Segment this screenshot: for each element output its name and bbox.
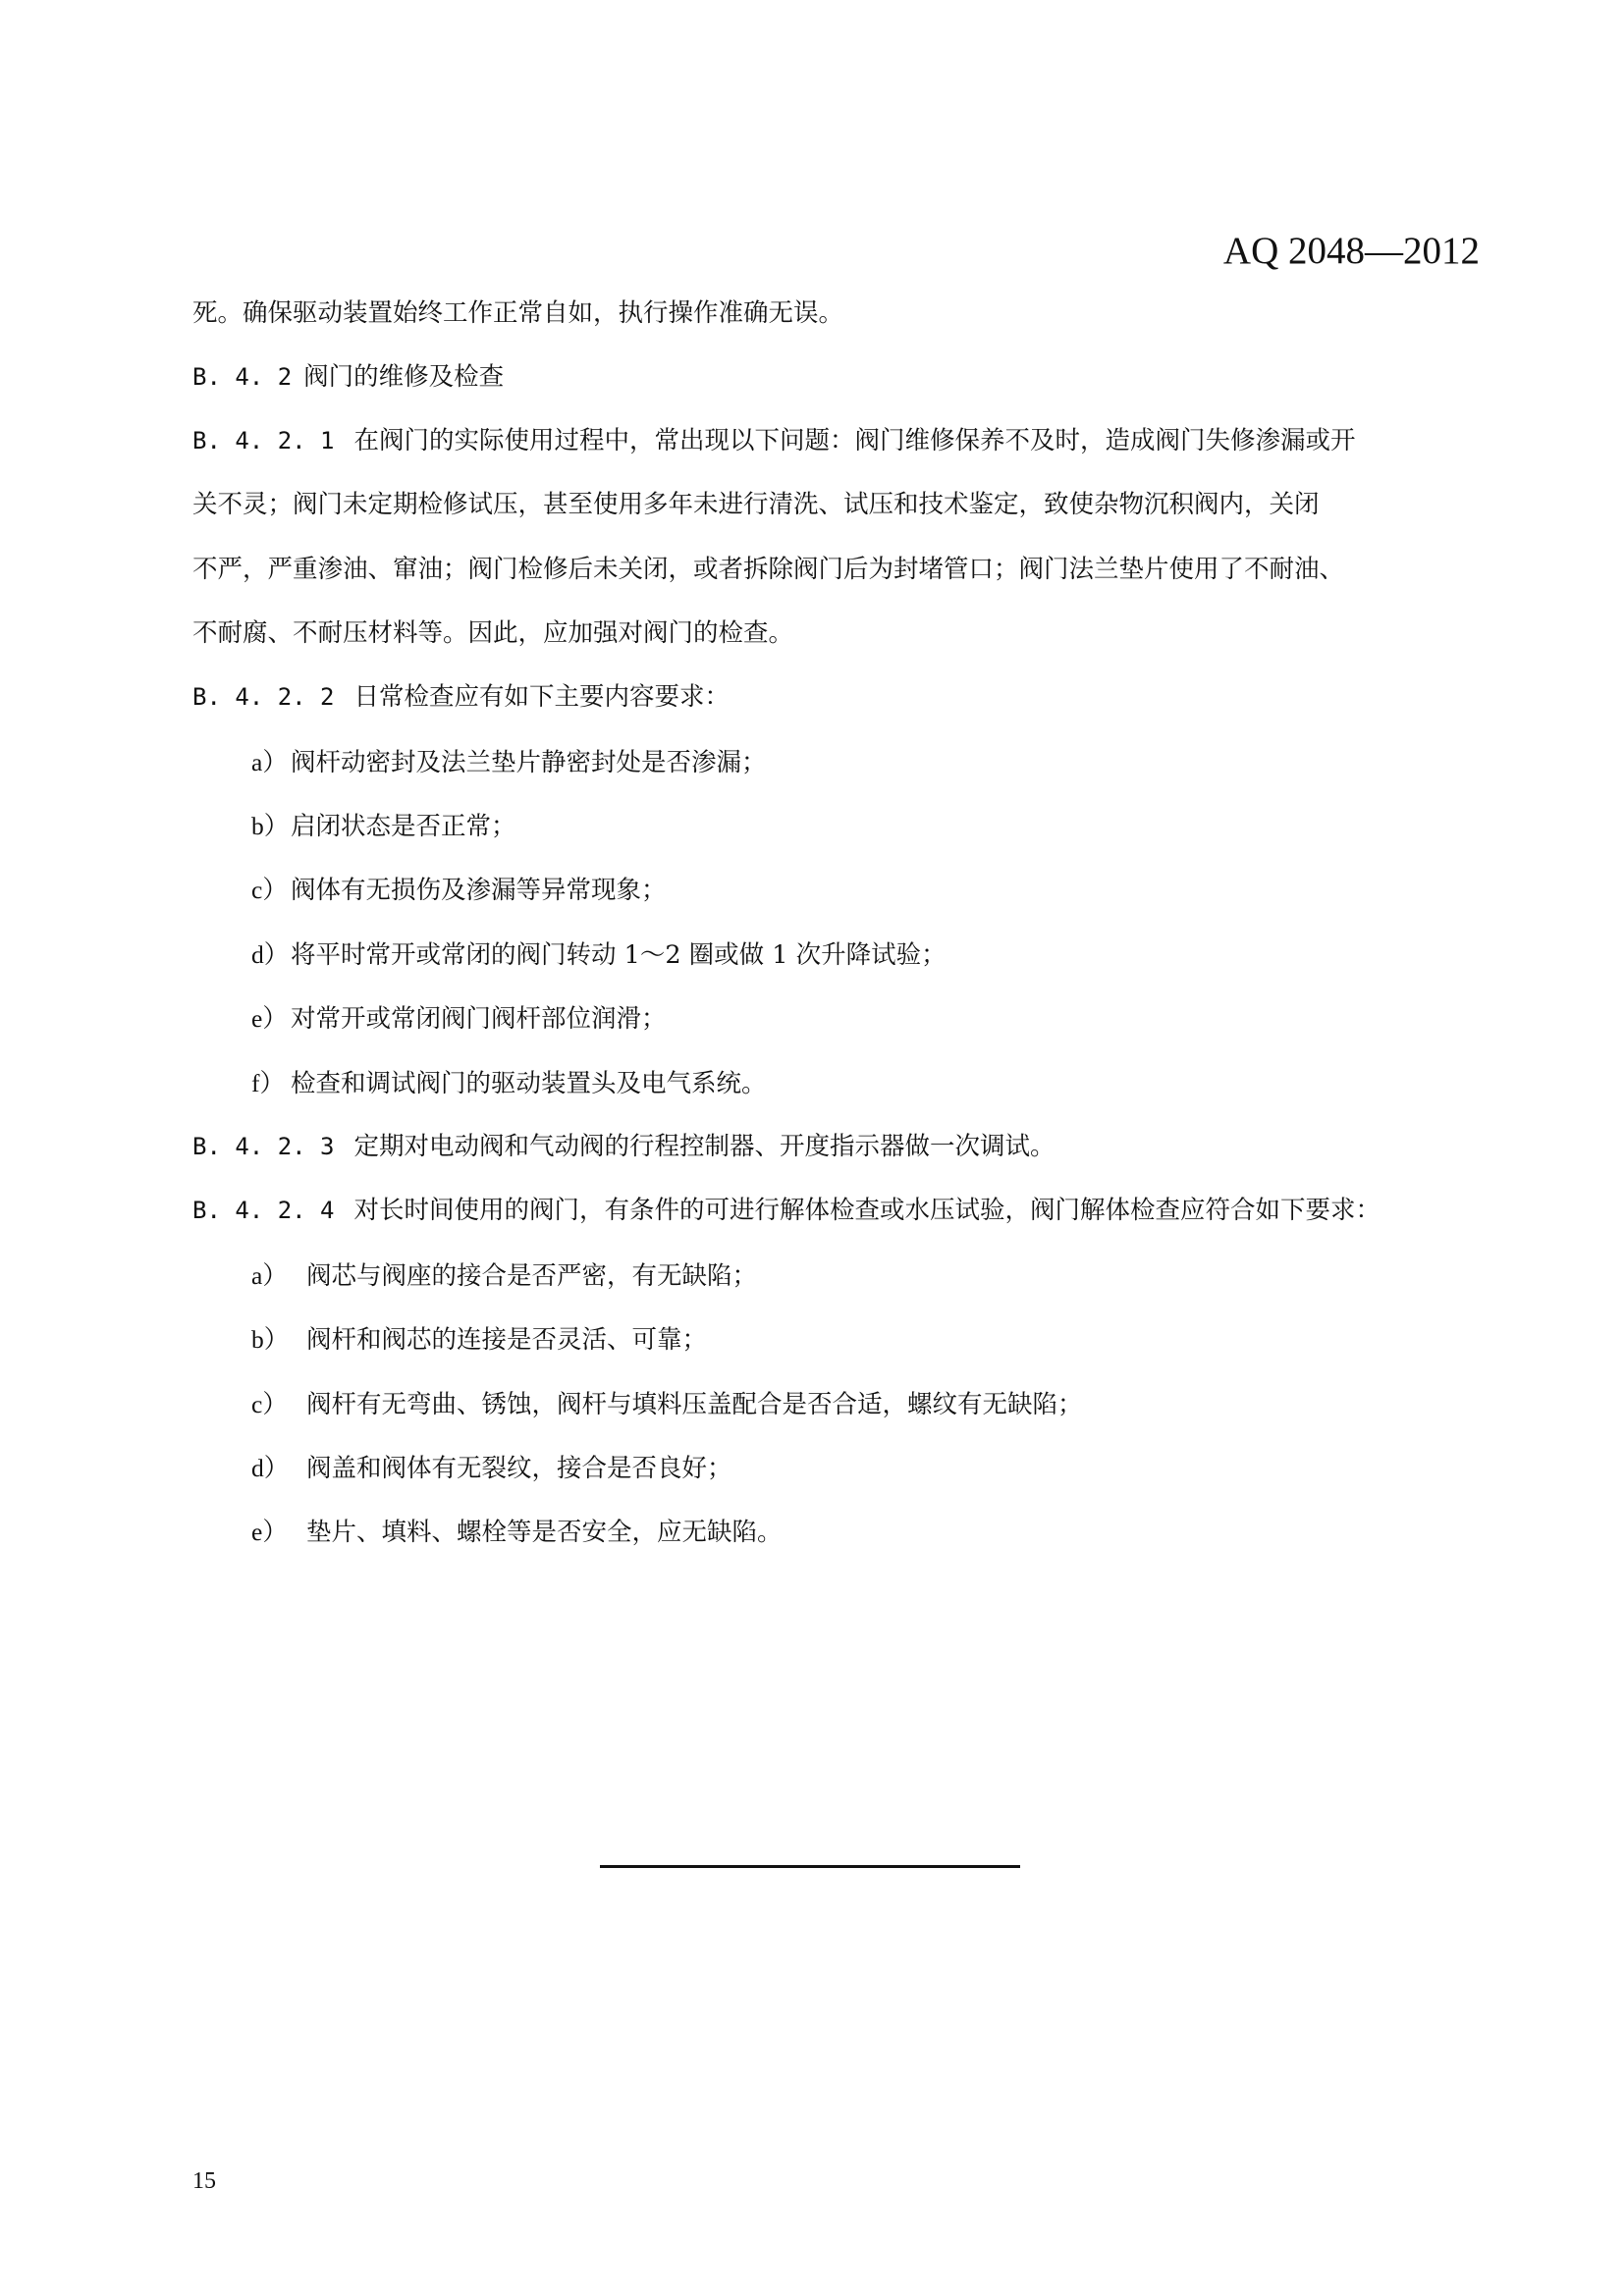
end-divider — [600, 1865, 1020, 1868]
list-marker: e） — [251, 1518, 288, 1546]
list-marker: b） — [251, 1325, 290, 1354]
list-marker: c） — [251, 1390, 288, 1418]
page-number: 15 — [192, 2168, 216, 2194]
list-text: 启闭状态是否正常； — [291, 812, 516, 841]
list-text: 阀盖和阀体有无裂纹，接合是否良好； — [306, 1454, 732, 1483]
clause-b421-line-2: 关不灵；阀门未定期检修试压，甚至使用多年未进行清洗、试压和技术鉴定，致使杂物沉积阀内，关闭 — [192, 490, 1320, 519]
list-text: 阀杆有无弯曲、锈蚀，阀杆与填料压盖配合是否合适，螺纹有无缺陷； — [306, 1390, 1083, 1419]
list-text: 阀体有无损伤及渗漏等异常现象； — [291, 876, 667, 905]
clause-text: 对长时间使用的阀门，有条件的可进行解体检查或水压试验，阀门解体检查应符合如下要求： — [353, 1196, 1381, 1225]
list-marker: a） — [251, 748, 288, 776]
list-marker: b） — [251, 812, 290, 840]
list-item — [251, 814, 516, 840]
list-text: 垫片、填料、螺栓等是否安全，应无缺陷。 — [306, 1518, 783, 1547]
clause-b42 — [192, 362, 505, 392]
clause-number: B. 4. 2. 3 — [192, 1133, 335, 1160]
clause-b421-line-3: 不严，严重渗油、窜油；阀门检修后未关闭，或者拆除阀门后为封堵管口；阀门法兰垫片使用了不耐油、 — [192, 555, 1345, 584]
list-item — [251, 942, 947, 969]
list-marker: a） — [251, 1261, 288, 1290]
clause-number: B. 4. 2. 4 — [192, 1197, 335, 1224]
clause-b421-line-1 — [192, 426, 1356, 455]
clause-b424 — [192, 1196, 1381, 1225]
list-text: 阀芯与阀座的接合是否严密，有无缺陷； — [306, 1261, 758, 1291]
clause-text: 日常检查应有如下主要内容要求： — [353, 682, 731, 712]
list-marker: d） — [251, 940, 290, 969]
list-marker: c） — [251, 876, 288, 904]
list-text: 阀杆动密封及法兰垫片静密封处是否渗漏； — [291, 748, 767, 777]
list-item — [251, 1071, 767, 1097]
list-marker: e） — [251, 1004, 288, 1033]
list-marker: f） — [251, 1069, 285, 1097]
list-item — [251, 878, 667, 904]
list-item — [251, 1392, 1083, 1418]
clause-title: 阀门的维修及检查 — [303, 362, 505, 392]
clause-b423 — [192, 1132, 1056, 1161]
list-item — [251, 1456, 732, 1482]
clause-number: B. 4. 2 — [192, 363, 293, 391]
clause-b421-line-4: 不耐腐、不耐压材料等。因此，应加强对阀门的检查。 — [192, 618, 794, 648]
list-text: 将平时常开或常闭的阀门转动 1～2 圈或做 1 次升降试验； — [291, 940, 947, 970]
continuation-line: 死。确保驱动装置始终工作正常自如，执行操作准确无误。 — [192, 298, 844, 328]
clause-number: B. 4. 2. 2 — [192, 683, 335, 711]
list-text: 对常开或常闭阀门阀杆部位润滑； — [291, 1004, 667, 1034]
list-item — [251, 750, 767, 776]
clause-text: 定期对电动阀和气动阀的行程控制器、开度指示器做一次调试。 — [353, 1132, 1056, 1161]
list-text: 阀杆和阀芯的连接是否灵活、可靠； — [306, 1325, 708, 1355]
clause-b422 — [192, 682, 731, 712]
clause-number: B. 4. 2. 1 — [192, 427, 335, 454]
list-item — [251, 1327, 707, 1354]
standard-code: AQ 2048—2012 — [1222, 230, 1480, 272]
list-item — [251, 1006, 667, 1033]
list-text: 检查和调试阀门的驱动装置头及电气系统。 — [291, 1069, 767, 1098]
list-item — [251, 1263, 757, 1290]
list-marker: d） — [251, 1454, 290, 1482]
list-item — [251, 1520, 783, 1546]
clause-text: 在阀门的实际使用过程中，常出现以下问题：阀门维修保养不及时，造成阀门失修渗漏或开 — [353, 426, 1356, 455]
